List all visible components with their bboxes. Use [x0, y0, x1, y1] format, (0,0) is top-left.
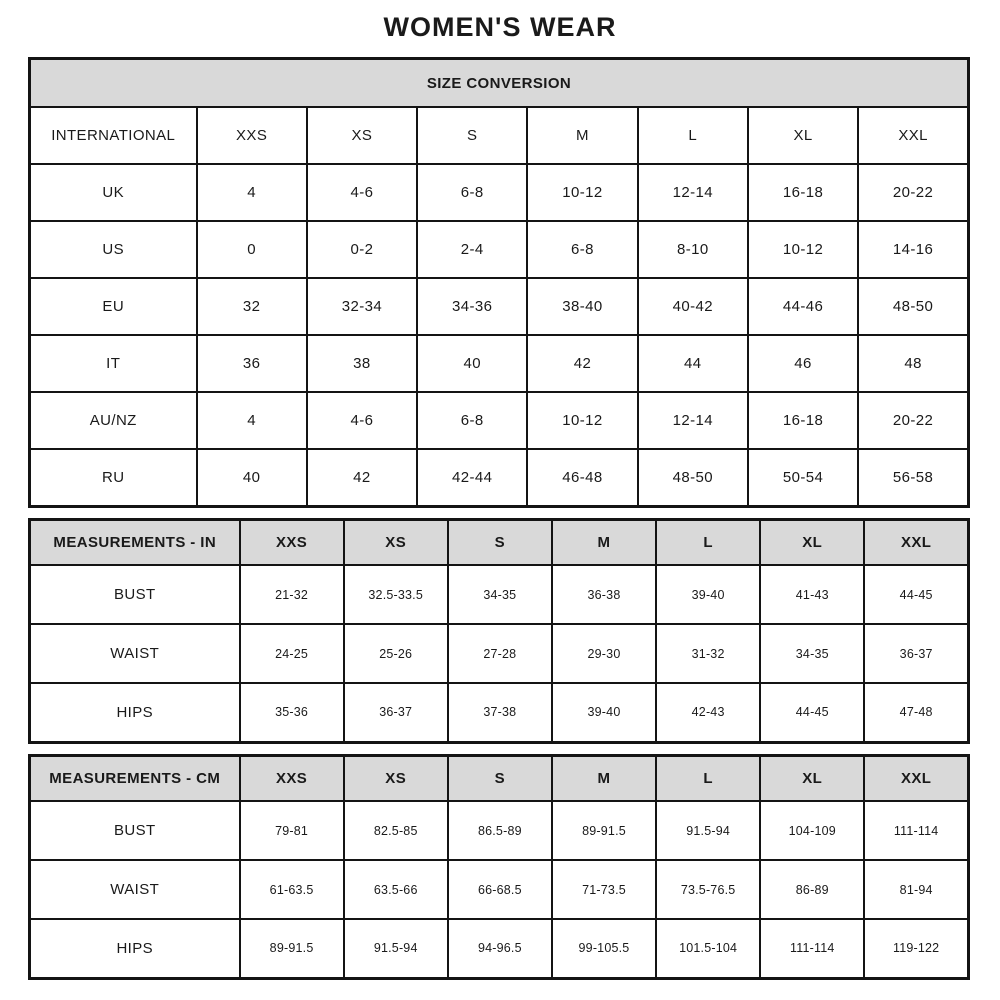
- value-cell: 20-22: [858, 392, 968, 449]
- size-header-xxl: XXL: [864, 755, 968, 801]
- size-header-xxl: XXL: [858, 107, 968, 164]
- row-label-uk: UK: [30, 164, 197, 221]
- value-cell: 41-43: [760, 565, 864, 624]
- value-cell: 86.5-89: [448, 801, 552, 860]
- value-cell: 34-35: [448, 565, 552, 624]
- value-cell: 16-18: [748, 392, 858, 449]
- size-header-m: M: [552, 519, 656, 565]
- value-cell: 38-40: [527, 278, 637, 335]
- table-row: [30, 278, 969, 335]
- size-header-xxs: XXS: [240, 755, 344, 801]
- value-cell: 34-35: [760, 624, 864, 683]
- value-cell: 31-32: [656, 624, 760, 683]
- value-cell: 39-40: [552, 683, 656, 742]
- value-cell: 42-43: [656, 683, 760, 742]
- value-cell: 4-6: [307, 392, 417, 449]
- row-label-hips: HIPS: [30, 683, 240, 742]
- value-cell: 6-8: [527, 221, 637, 278]
- table-row: [30, 860, 969, 919]
- row-label-ru: RU: [30, 449, 197, 506]
- table-row: [30, 624, 969, 683]
- value-cell: 4: [197, 164, 307, 221]
- value-cell: 0: [197, 221, 307, 278]
- value-cell: 111-114: [864, 801, 968, 860]
- value-cell: 91.5-94: [656, 801, 760, 860]
- row-label-hips: HIPS: [30, 919, 240, 978]
- value-cell: 42: [307, 449, 417, 506]
- label-column-header: INTERNATIONAL: [30, 107, 197, 164]
- value-cell: 34-36: [417, 278, 527, 335]
- table-gap: [0, 744, 1000, 754]
- value-cell: 56-58: [858, 449, 968, 506]
- value-cell: 50-54: [748, 449, 858, 506]
- row-label-waist: WAIST: [30, 860, 240, 919]
- size-header-s: S: [417, 107, 527, 164]
- value-cell: 10-12: [527, 392, 637, 449]
- measurements-in-table: [28, 518, 970, 744]
- value-cell: 66-68.5: [448, 860, 552, 919]
- value-cell: 44: [638, 335, 748, 392]
- value-cell: 10-12: [527, 164, 637, 221]
- row-label-waist: WAIST: [30, 624, 240, 683]
- value-cell: 61-63.5: [240, 860, 344, 919]
- size-header-s: S: [448, 755, 552, 801]
- size-header-xs: XS: [307, 107, 417, 164]
- table-row: [30, 335, 969, 392]
- value-cell: 119-122: [864, 919, 968, 978]
- value-cell: 14-16: [858, 221, 968, 278]
- row-label-it: IT: [30, 335, 197, 392]
- value-cell: 20-22: [858, 164, 968, 221]
- value-cell: 38: [307, 335, 417, 392]
- value-cell: 4-6: [307, 164, 417, 221]
- table-row: [30, 565, 969, 624]
- size-conversion-table: [28, 57, 970, 508]
- value-cell: 111-114: [760, 919, 864, 978]
- value-cell: 82.5-85: [344, 801, 448, 860]
- value-cell: 73.5-76.5: [656, 860, 760, 919]
- value-cell: 104-109: [760, 801, 864, 860]
- row-label-us: US: [30, 221, 197, 278]
- value-cell: 37-38: [448, 683, 552, 742]
- size-header-xs: XS: [344, 755, 448, 801]
- value-cell: 32: [197, 278, 307, 335]
- value-cell: 36-37: [864, 624, 968, 683]
- value-cell: 21-32: [240, 565, 344, 624]
- size-header-l: L: [638, 107, 748, 164]
- value-cell: 44-45: [760, 683, 864, 742]
- value-cell: 91.5-94: [344, 919, 448, 978]
- value-cell: 8-10: [638, 221, 748, 278]
- value-cell: 81-94: [864, 860, 968, 919]
- row-label-bust: BUST: [30, 565, 240, 624]
- value-cell: 48-50: [638, 449, 748, 506]
- page-title: WOMEN'S WEAR: [383, 12, 617, 42]
- value-cell: 0-2: [307, 221, 417, 278]
- size-header-m: M: [527, 107, 637, 164]
- table-header-row: [30, 519, 969, 565]
- table-row: [30, 164, 969, 221]
- value-cell: 94-96.5: [448, 919, 552, 978]
- value-cell: 99-105.5: [552, 919, 656, 978]
- table-row: [30, 801, 969, 860]
- value-cell: 10-12: [748, 221, 858, 278]
- value-cell: 36-37: [344, 683, 448, 742]
- label-column-header: MEASUREMENTS - IN: [30, 519, 240, 565]
- value-cell: 24-25: [240, 624, 344, 683]
- label-column-header: MEASUREMENTS - CM: [30, 755, 240, 801]
- value-cell: 27-28: [448, 624, 552, 683]
- table-row: [30, 683, 969, 742]
- size-header-xs: XS: [344, 519, 448, 565]
- table-row: [30, 221, 969, 278]
- value-cell: 89-91.5: [552, 801, 656, 860]
- value-cell: 25-26: [344, 624, 448, 683]
- size-header-xl: XL: [760, 755, 864, 801]
- value-cell: 86-89: [760, 860, 864, 919]
- value-cell: 63.5-66: [344, 860, 448, 919]
- row-label-au-nz: AU/NZ: [30, 392, 197, 449]
- size-header-m: M: [552, 755, 656, 801]
- measurements-cm-table: [28, 754, 970, 980]
- table-banner-row: [30, 59, 969, 108]
- value-cell: 35-36: [240, 683, 344, 742]
- value-cell: 32-34: [307, 278, 417, 335]
- table-banner: SIZE CONVERSION: [30, 59, 969, 108]
- row-label-bust: BUST: [30, 801, 240, 860]
- value-cell: 89-91.5: [240, 919, 344, 978]
- value-cell: 48: [858, 335, 968, 392]
- value-cell: 48-50: [858, 278, 968, 335]
- value-cell: 6-8: [417, 392, 527, 449]
- table-gap: [0, 508, 1000, 518]
- size-header-xxs: XXS: [197, 107, 307, 164]
- value-cell: 32.5-33.5: [344, 565, 448, 624]
- value-cell: 2-4: [417, 221, 527, 278]
- value-cell: 79-81: [240, 801, 344, 860]
- value-cell: 39-40: [656, 565, 760, 624]
- value-cell: 44-45: [864, 565, 968, 624]
- value-cell: 42-44: [417, 449, 527, 506]
- value-cell: 47-48: [864, 683, 968, 742]
- table-header-row: [30, 755, 969, 801]
- value-cell: 16-18: [748, 164, 858, 221]
- table-row: [30, 449, 969, 506]
- value-cell: 29-30: [552, 624, 656, 683]
- size-header-l: L: [656, 755, 760, 801]
- size-header-xxs: XXS: [240, 519, 344, 565]
- value-cell: 71-73.5: [552, 860, 656, 919]
- table-header-row: [30, 107, 969, 164]
- value-cell: 101.5-104: [656, 919, 760, 978]
- size-header-xl: XL: [748, 107, 858, 164]
- size-header-l: L: [656, 519, 760, 565]
- value-cell: 36: [197, 335, 307, 392]
- value-cell: 12-14: [638, 392, 748, 449]
- table-row: [30, 392, 969, 449]
- value-cell: 12-14: [638, 164, 748, 221]
- value-cell: 40-42: [638, 278, 748, 335]
- size-header-xl: XL: [760, 519, 864, 565]
- value-cell: 40: [197, 449, 307, 506]
- size-header-xxl: XXL: [864, 519, 968, 565]
- value-cell: 44-46: [748, 278, 858, 335]
- value-cell: 4: [197, 392, 307, 449]
- value-cell: 46: [748, 335, 858, 392]
- value-cell: 36-38: [552, 565, 656, 624]
- size-header-s: S: [448, 519, 552, 565]
- row-label-eu: EU: [30, 278, 197, 335]
- value-cell: 40: [417, 335, 527, 392]
- table-row: [30, 919, 969, 978]
- value-cell: 6-8: [417, 164, 527, 221]
- value-cell: 42: [527, 335, 637, 392]
- value-cell: 46-48: [527, 449, 637, 506]
